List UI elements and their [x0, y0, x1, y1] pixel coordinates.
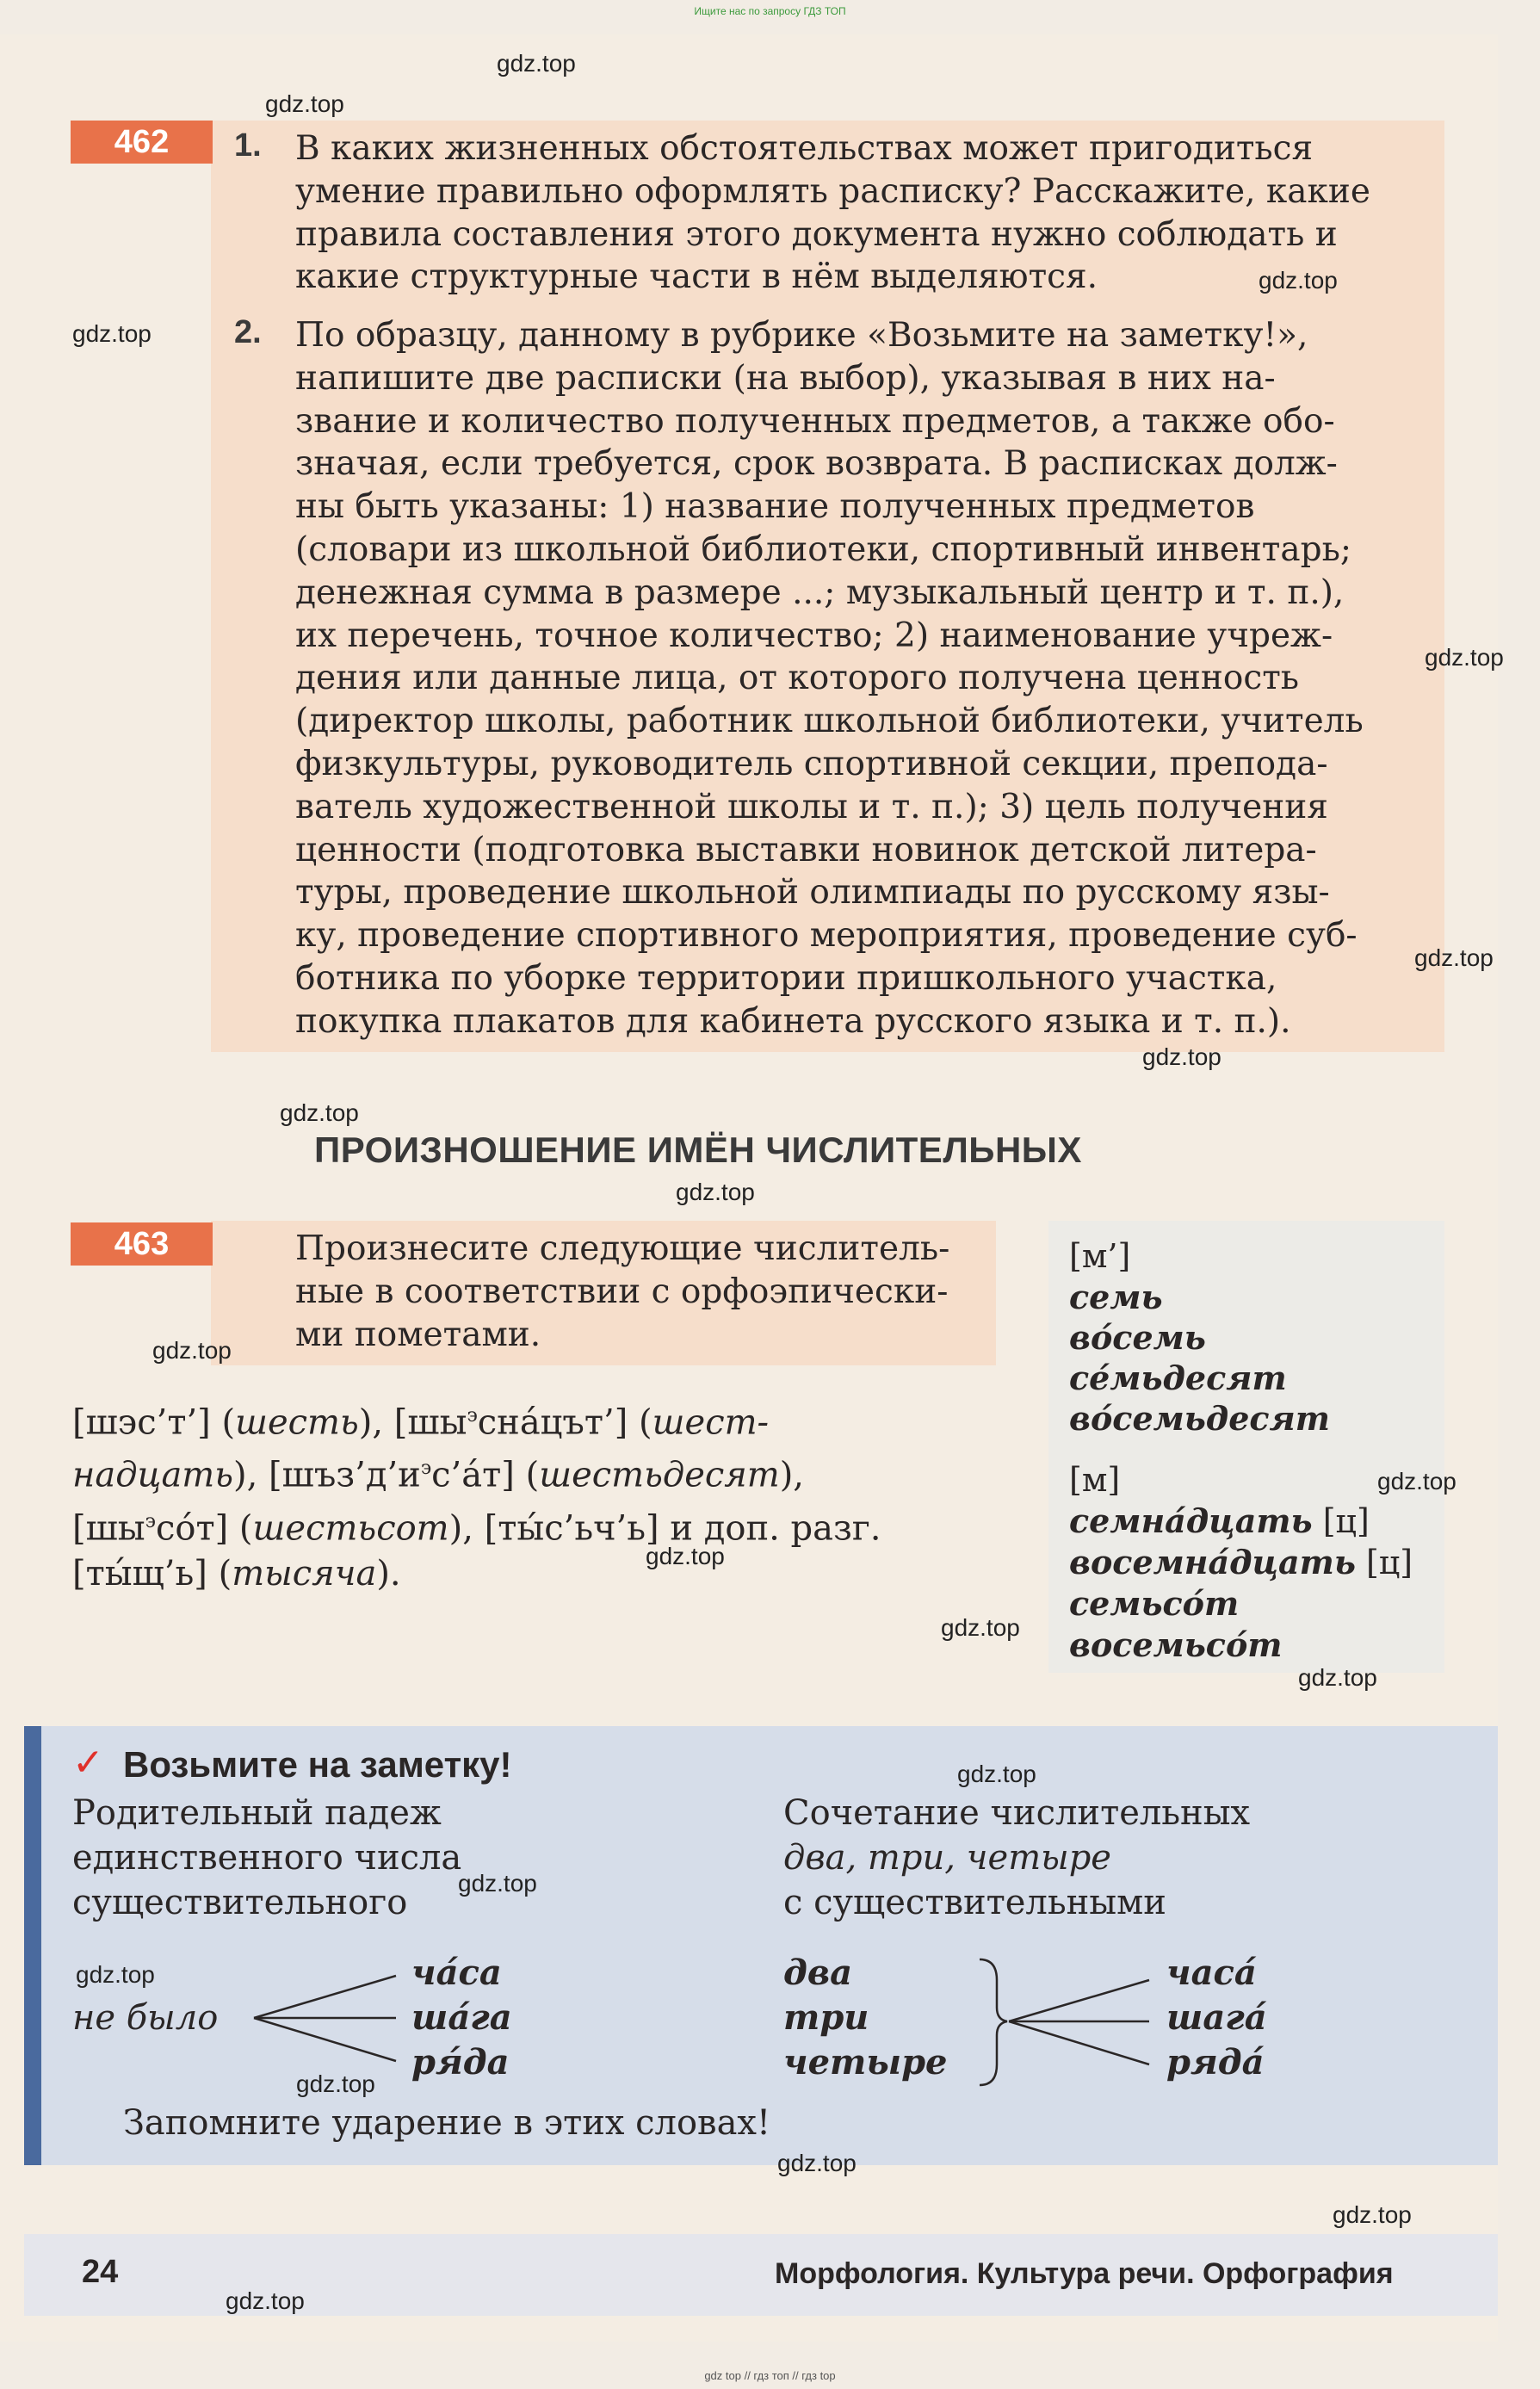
task-462-item-1-text	[295, 127, 1423, 299]
watermark: gdz.top	[777, 2150, 857, 2176]
pronunciation-block	[72, 1393, 1011, 1597]
noun-word: шага́	[1166, 1997, 1267, 2038]
task-462-badge: 462	[71, 121, 213, 164]
numeral-word: два	[783, 1953, 852, 1993]
text-line: звание и количество полученных предметов, а также обо-	[295, 401, 1335, 441]
group-label: [м’]	[1069, 1237, 1131, 1275]
noun-word: ряда́	[1166, 2042, 1265, 2083]
text-line: правила составления этого документа нужно соблюдать и	[295, 214, 1338, 254]
text-line: туры, проведение школьной олимпиады по русскому язы-	[295, 873, 1330, 913]
noun-word: часа́	[1166, 1953, 1257, 1993]
text-line: ку, проведение спортивного мероприятия, проведение суб-	[295, 916, 1358, 956]
watermark: gdz.top	[296, 2070, 375, 2097]
footer-title: Морфология. Культура речи. Орфография	[775, 2257, 1394, 2290]
text-line: ми пометами.	[295, 1315, 541, 1354]
watermark: gdz.top	[497, 50, 576, 77]
pron-mark: [ц]	[1322, 1502, 1370, 1540]
text-line: физкультуры, руководитель спортивной секции, препода-	[295, 744, 1328, 783]
numeral-word: четыре	[783, 2042, 948, 2083]
page-number: 24	[82, 2254, 119, 2290]
text-line: значая, если требуется, срок возврата. В расписках долж-	[295, 444, 1338, 484]
pronunciation-line: [ты́щ’ь] (тысяча).	[72, 1553, 401, 1594]
numeral-word: три	[783, 1997, 869, 2038]
watermark: gdz.top	[941, 1614, 1020, 1641]
side-words-soft-m	[1069, 1236, 1330, 1439]
text-line: Родительный падеж	[72, 1793, 442, 1833]
numeral-word: во́семьдесят	[1069, 1399, 1330, 1438]
task-462-item-1-number: 1.	[234, 127, 262, 164]
note-accent-bar	[24, 1726, 41, 2165]
task-463-badge: 463	[71, 1222, 213, 1266]
text-line: напишите две расписки (на выбор), указывая в них на-	[295, 358, 1276, 398]
watermark: gdz.top	[646, 1543, 725, 1569]
text-line: По образцу, данному в рубрике «Возьмите на заметку!»,	[295, 316, 1308, 355]
numeral-word: семна́дцать	[1069, 1501, 1313, 1540]
watermark: gdz.top	[265, 90, 344, 117]
text-line: их перечень, точное количество; 2) наименование учреж-	[295, 616, 1333, 655]
noun-word: ша́га	[411, 1997, 512, 2038]
note-right-heading	[783, 1791, 1250, 1925]
watermark: gdz.top	[1425, 644, 1504, 671]
watermark: gdz.top	[1298, 1664, 1377, 1691]
numeral-word: во́семь	[1069, 1318, 1206, 1357]
task-462-item-2-number: 2.	[234, 314, 262, 350]
numeral-word: восемна́дцать	[1069, 1543, 1356, 1581]
pronunciation-line: надцать), $[шъз’д’и^эс’а́т]$ (шестьдесят),	[72, 1455, 805, 1495]
watermark: gdz.top	[957, 1761, 1036, 1787]
watermark: gdz.top	[280, 1099, 359, 1126]
text-line: дения или данные лица, от которого получена ценность	[295, 659, 1300, 698]
text-line: существительного	[72, 1883, 408, 1922]
text-line: В каких жизненных обстоятельствах может пригодиться	[295, 129, 1314, 168]
pronunciation-line: [шэс’т’] (шесть), $[шы^эсна́цът’]$ (шест-	[72, 1402, 770, 1443]
watermark: gdz.top	[1414, 944, 1494, 971]
note-title: Возьмите на заметку!	[123, 1744, 512, 1785]
side-words-hard-m	[1069, 1460, 1413, 1666]
numeral-word: семьсо́т	[1069, 1584, 1240, 1623]
text-line: единственного числа	[72, 1838, 462, 1878]
text-line: (словари из школьной библиотеки, спортивный инвентарь;	[295, 529, 1351, 569]
note-left-heading	[72, 1791, 461, 1925]
check-icon: ✓	[72, 1741, 104, 1785]
task-462-item-2-text	[295, 314, 1423, 1043]
note-right-leads	[783, 1951, 948, 2085]
numeral-word: семь	[1069, 1278, 1163, 1316]
right-brace-and-fork	[973, 1954, 1162, 2092]
numeral-word: се́мьдесят	[1069, 1359, 1287, 1397]
task-463-instruction	[295, 1228, 984, 1357]
text-line: денежная сумма в размере ...; музыкальный центр и т. п.),	[295, 572, 1345, 612]
text-line: два, три, четыре	[783, 1838, 1111, 1878]
left-fork-lines	[250, 1965, 405, 2068]
text-line: ботника по уборке территории пришкольного участка,	[295, 958, 1277, 998]
group-label: [м]	[1069, 1461, 1121, 1499]
watermark: gdz.top	[76, 1961, 155, 1988]
note-left-lead: не было	[72, 1998, 219, 2038]
pronunciation-line: $[шы^эсо́т]$ (шестьсот), [ты́с’ьч’ь] и доп. разг.	[72, 1507, 881, 1548]
watermark: gdz.top	[1333, 2201, 1412, 2228]
watermark: gdz.top	[1377, 1468, 1457, 1495]
pron-mark: [ц]	[1366, 1544, 1413, 1581]
text-line: ценности (подготовка выставки новинок детской литера-	[295, 830, 1317, 870]
text-line: ватель художественной школы и т. п.); 3) цель получения	[295, 787, 1328, 826]
header-search-note: Ищите нас по запросу ГДЗ ТОП	[694, 5, 846, 17]
section-heading: ПРОИЗНОШЕНИЕ ИМЁН ЧИСЛИТЕЛЬНЫХ	[314, 1130, 1082, 1170]
text-line: ные в соответствии с орфоэпически-	[295, 1272, 949, 1311]
watermark: gdz.top	[458, 1870, 537, 1897]
note-remember: Запомните ударение в этих словах!	[123, 2103, 771, 2143]
numeral-word: восемьсо́т	[1069, 1625, 1283, 1664]
text-line: Сочетание числительных	[783, 1793, 1251, 1833]
text-line: Произнесите следующие числитель-	[295, 1229, 950, 1268]
text-line: умение правильно оформлять расписку? Расскажите, какие	[295, 171, 1370, 211]
text-line: покупка плакатов для кабинета русского языка и т. п.).	[295, 1001, 1291, 1041]
text-line: какие структурные части в нём выделяются.	[295, 257, 1098, 297]
watermark: gdz.top	[226, 2287, 305, 2314]
noun-word: ча́са	[411, 1953, 502, 1993]
text-line: с существительными	[783, 1883, 1166, 1922]
note-left-words	[411, 1951, 512, 2085]
noun-word: ря́да	[411, 2042, 510, 2083]
note-right-words	[1166, 1951, 1267, 2085]
text-line: ны быть указаны: 1) название полученных предметов	[295, 487, 1255, 527]
bottom-footer-note: gdz top // гдз топ // гдз top	[704, 2369, 836, 2382]
watermark: gdz.top	[676, 1179, 755, 1205]
watermark: gdz.top	[1142, 1043, 1221, 1070]
watermark: gdz.top	[72, 320, 152, 347]
watermark: gdz.top	[152, 1337, 232, 1364]
watermark: gdz.top	[1259, 267, 1338, 294]
text-line: (директор школы, работник школьной библиотеки, учитель	[295, 702, 1364, 741]
